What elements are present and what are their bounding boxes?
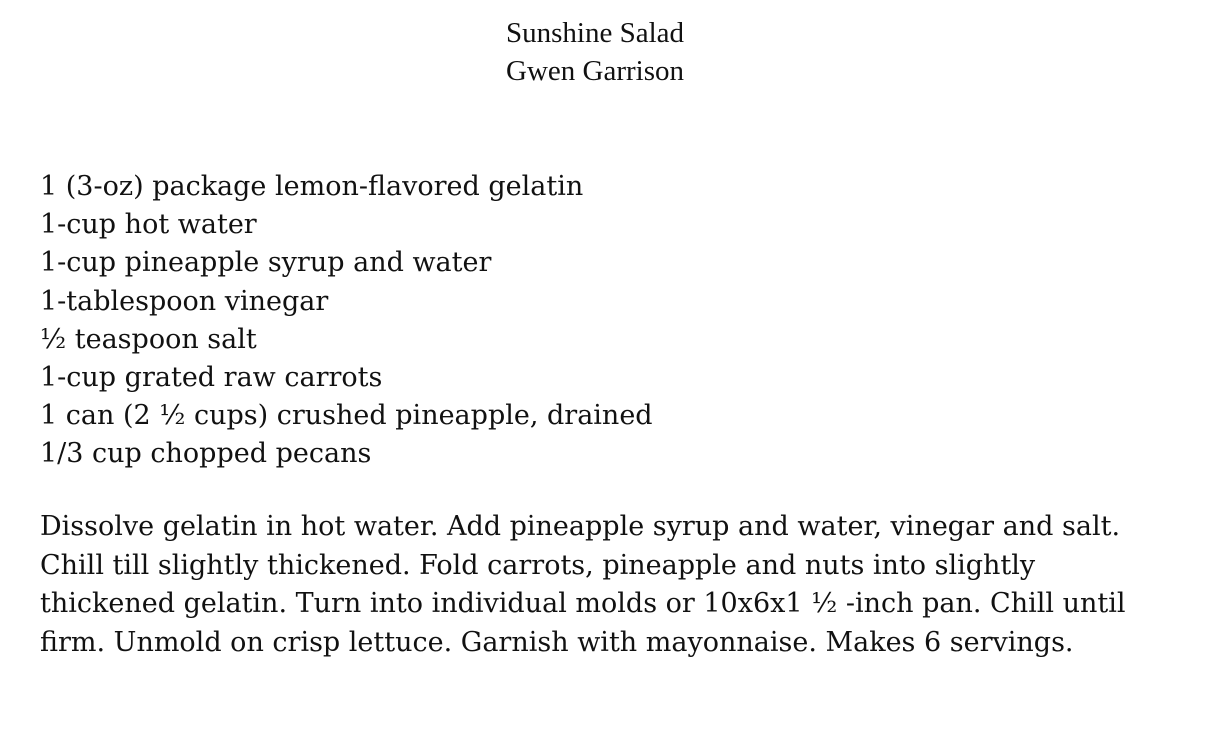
recipe-title: Sunshine Salad [505, 17, 685, 49]
ingredient-item: 1 can (2 ½ cups) crushed pineapple, drained [40, 400, 653, 432]
ingredient-item: 1/3 cup chopped pecans [40, 438, 372, 470]
recipe-header [0, 14, 1190, 90]
recipe-author: Gwen Garrison [506, 55, 684, 87]
ingredient-item: 1 (3-oz) package lemon-flavored gelatin [40, 171, 584, 202]
ingredient-list [40, 168, 653, 474]
recipe-directions: Dissolve gelatin in hot water. Add pineapple syrup and water, vinegar and salt. Chill till slightly thickened. Fold carrots, pineapple and nuts into slightly thickened gelatin. Turn into individual molds or 10x6x1 ½ -inch pan. Chill until firm. Unmold on crisp lettuce. Garnish with mayonnaise. Makes 6 servings. [40, 511, 1126, 658]
ingredient-item: ½ teaspoon salt [40, 323, 257, 355]
ingredient-item: 1-cup grated raw carrots [40, 362, 383, 394]
ingredient-item: 1-cup pineapple syrup and water [40, 247, 492, 279]
ingredient-item: 1-tablespoon vinegar [40, 285, 329, 317]
ingredient-item: 1-cup hot water [40, 209, 257, 241]
